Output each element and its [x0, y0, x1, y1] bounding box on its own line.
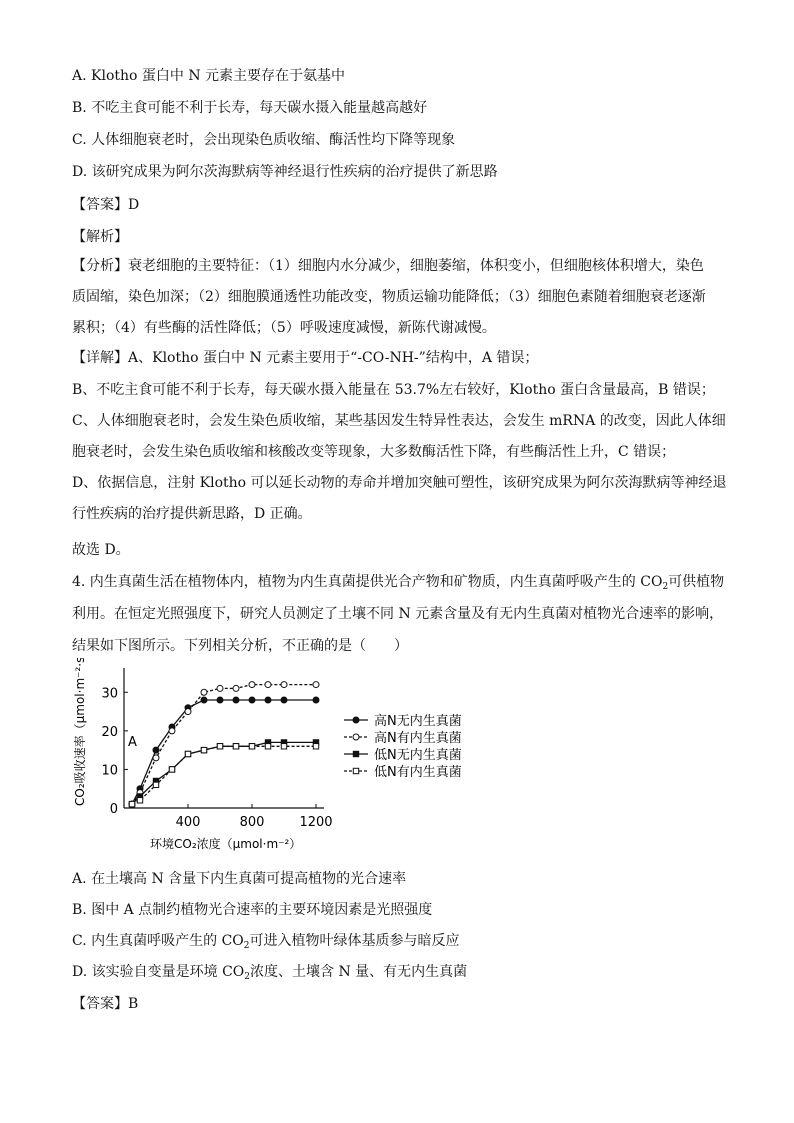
legend-marker	[353, 717, 359, 723]
data-point	[249, 744, 254, 749]
q4-stem-line3: 结果如下图所示。下列相关分析，不正确的是（ ）	[72, 638, 408, 654]
answer-label: 【答案】	[72, 996, 128, 1012]
data-point	[265, 682, 271, 688]
q3-xiangjie-a: 【详解】A、Klotho 蛋白中 N 元素主要用于“-CO-NH-”结构中，A 错误；	[72, 350, 539, 366]
xiangjie-c-line: C、人体细胞衰老时，会发生染色质收缩，某些基因发生特异性表达，会发生 mRNA 的改变，因此人体细	[72, 413, 726, 429]
data-point	[233, 697, 239, 703]
xiangjie-c-line: 胞衰老时，会发生染色质收缩和核酸改变等现象，大多数酶活性下降，有些酶活性上升，C 错误；	[72, 444, 676, 460]
q3-option-d: D. 该研究成果为阿尔茨海默病等神经退行性疾病的治疗提供了新思路	[72, 164, 498, 180]
data-point	[313, 682, 319, 688]
legend-label: 高N无内生真菌	[374, 714, 462, 729]
fenxi-line: 【分析】衰老细胞的主要特征：（1）细胞内水分减少，细胞萎缩，体积变小，但细胞核体积增大，染色	[72, 258, 704, 274]
data-point	[137, 798, 142, 803]
data-point	[169, 767, 174, 772]
q3-option-a: A. Klotho 蛋白中 N 元素主要存在于氨基中	[72, 68, 346, 84]
data-point	[185, 751, 190, 756]
data-point	[281, 682, 287, 688]
x-tick-label: 800	[239, 815, 265, 830]
q3-fenxi	[72, 251, 722, 344]
chart-legend	[344, 713, 462, 780]
xiangjie-d-line: D、依据信息，注射 Klotho 可以延长动物的寿命并增加突触可塑性，该研究成果为阿尔茨海默病等神经退	[72, 475, 727, 491]
q3-xiangjie-c	[72, 406, 726, 468]
q3-answer	[72, 196, 139, 214]
data-point	[233, 685, 239, 691]
data-point	[153, 782, 158, 787]
data-point	[153, 747, 159, 753]
q3-option-c: C. 人体细胞衰老时，会出现染色质收缩、酶活性均下降等现象	[72, 132, 456, 148]
series-line	[132, 742, 316, 804]
legend-label: 低N无内生真菌	[374, 748, 462, 763]
data-point	[249, 697, 255, 703]
fenxi-label: 【分析】	[72, 258, 128, 274]
q3-analysis-label: 【解析】	[72, 229, 128, 245]
q3-conclusion: 故选 D。	[72, 542, 130, 558]
data-point	[249, 682, 255, 688]
q4-stem-line1: 4. 内生真菌生活在植物体内，植物为内生真菌提供光合产物和矿物质，内生真菌呼吸产生的 $CO_2$可供植物	[72, 574, 725, 592]
xiangjie-d-line: 行性疾病的治疗提供新思路，D 正确。	[72, 506, 312, 522]
y-tick-label: 10	[101, 763, 118, 779]
chart-svg	[72, 658, 492, 858]
q4-option-c: C. 内生真菌呼吸产生的 $CO_2$可进入植物叶绿体基质参与暗反应	[72, 933, 460, 951]
q3-xiangjie-b: B、不吃主食可能不利于长寿，每天碳水摄入能量在 53.7%左右较好，Klotho 蛋白含量最高，B 错误；	[72, 382, 715, 398]
data-point	[153, 755, 159, 761]
q4-option-a: A. 在土壤高 N 含量下内生真菌可提高植物的光合速率	[72, 871, 407, 887]
xiangjie-label: 【详解】	[72, 350, 128, 366]
legend-marker	[353, 751, 358, 756]
answer-label: 【答案】	[72, 197, 128, 213]
data-point	[185, 709, 191, 715]
data-point	[313, 697, 319, 703]
q4-answer	[72, 995, 138, 1013]
fenxi-line: 质固缩，染色加深；（2）细胞膜通透性功能改变，物质运输功能降低；（3）细胞色素随着细胞衰老逐渐	[72, 289, 706, 305]
q4-option-b: B. 图中 A 点制约植物光合速率的主要环境因素是光照强度	[72, 902, 433, 918]
fenxi-line: 累积；（4）有些酶的活性降低；（5）呼吸速度减慢，新陈代谢减慢。	[72, 320, 496, 336]
series-line	[132, 700, 316, 804]
data-point	[217, 744, 222, 749]
series-line	[132, 746, 316, 804]
answer-value: D	[128, 197, 140, 213]
legend-label: 低N有内生真菌	[374, 765, 462, 780]
data-point	[201, 689, 207, 695]
data-point	[201, 747, 206, 752]
data-point	[169, 728, 175, 734]
data-point	[281, 744, 286, 749]
data-point	[129, 801, 134, 806]
answer-value: B	[128, 996, 139, 1012]
chart-x-axis-label: 环境CO₂浓度（μmol·m⁻²）	[150, 837, 302, 851]
data-point	[217, 685, 223, 691]
y-tick-label: 30	[101, 686, 118, 702]
q3-xiangjie-d	[72, 468, 727, 530]
legend-label: 高N有内生真菌	[374, 731, 462, 746]
co2-absorption-chart	[72, 658, 492, 862]
data-point	[233, 744, 238, 749]
chart-y-axis-label: CO₂吸收速率（μmol·m⁻²·s⁻¹）	[73, 658, 87, 806]
legend-marker	[353, 768, 358, 773]
data-point	[313, 744, 318, 749]
data-point	[265, 697, 271, 703]
data-point	[217, 697, 223, 703]
q4-stem-line2: 利用。在恒定光照强度下，研究人员测定了土壤不同 N 元素含量及有无内生真菌对植物光合速率的影响，	[72, 606, 724, 622]
chart-point-a-label: A	[128, 735, 137, 751]
data-point	[201, 697, 207, 703]
y-tick-label: 0	[109, 802, 118, 817]
data-point	[281, 697, 287, 703]
x-tick-label: 1200	[299, 815, 333, 830]
x-tick-label: 400	[175, 815, 201, 830]
legend-marker	[353, 734, 359, 740]
series-1	[129, 697, 319, 807]
chart-series-layer	[129, 682, 319, 808]
q3-option-b: B. 不吃主食可能不利于长寿，每天碳水摄入能量越高越好	[72, 100, 428, 116]
y-tick-label: 20	[101, 724, 118, 740]
q4-option-d: D. 该实验自变量是环境 $CO_2$浓度、土壤含 N 量、有无内生真菌	[72, 964, 468, 982]
data-point	[265, 744, 270, 749]
